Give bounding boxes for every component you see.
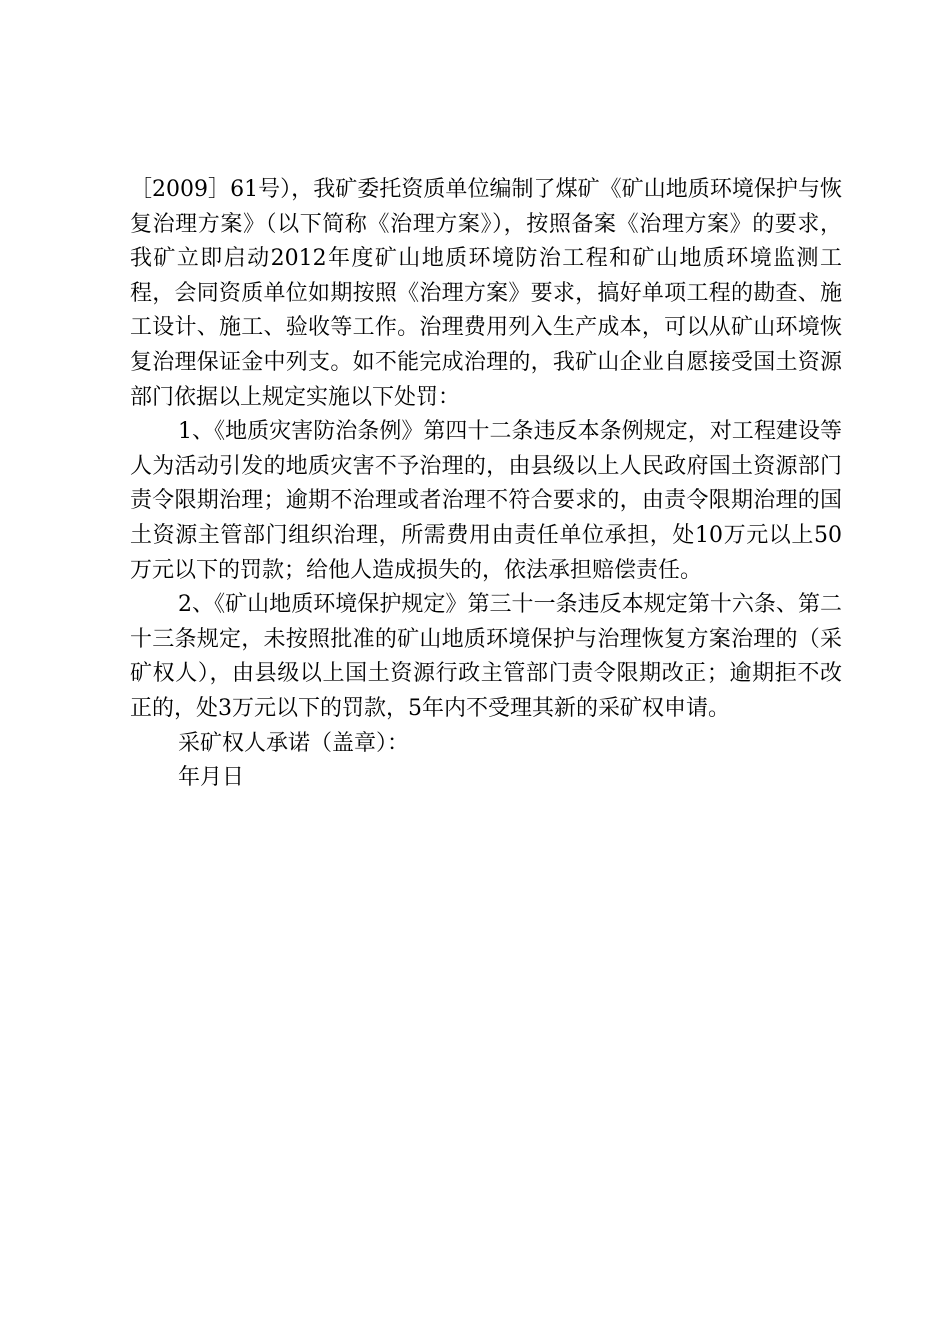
document-body xyxy=(130,173,842,796)
signature-line: 采矿权人承诺（盖章）： xyxy=(178,730,410,756)
paragraph-penalty-2: 2、《矿山地质环境保护规定》第三十一条违反本规定第十六条、第二十三条规定，未按照批准的矿山地质环境保护与治理恢复方案治理的（采矿权人），由县级以上国土资源行政主管部门责令限期改正；逾期拒不改正的，处3万元以下的罚款，5年内不受理其新的采矿权申请。 xyxy=(130,592,842,721)
date-line: 年月日 xyxy=(178,765,245,791)
paragraph-penalty-1: 1、《地质灾害防治条例》第四十二条违反本条例规定，对工程建设等人为活动引发的地质灾害不予治理的，由县级以上人民政府国土资源部门责令限期治理；逾期不治理或者治理不符合要求的，由责令限期治理的国土资源主管部门组织治理，所需费用由责任单位承担，处10万元以上50万元以下的罚款；给他人造成损失的，依法承担赔偿责任。 xyxy=(130,419,842,583)
paragraph-intro: ［2009］61号），我矿委托资质单位编制了煤矿《矿山地质环境保护与恢复治理方案》（以下简称《治理方案》），按照备案《治理方案》的要求，我矿立即启动2012年度矿山地质环境防治工程和矿山地质环境监测工程，会同资质单位如期按照《治理方案》要求，搞好单项工程的勘查、施工设计、施工、验收等工作。治理费用列入生产成本，可以从矿山环境恢复治理保证金中列支。如不能完成治理的，我矿山企业自愿接受国土资源部门依据以上规定实施以下处罚： xyxy=(130,177,842,410)
